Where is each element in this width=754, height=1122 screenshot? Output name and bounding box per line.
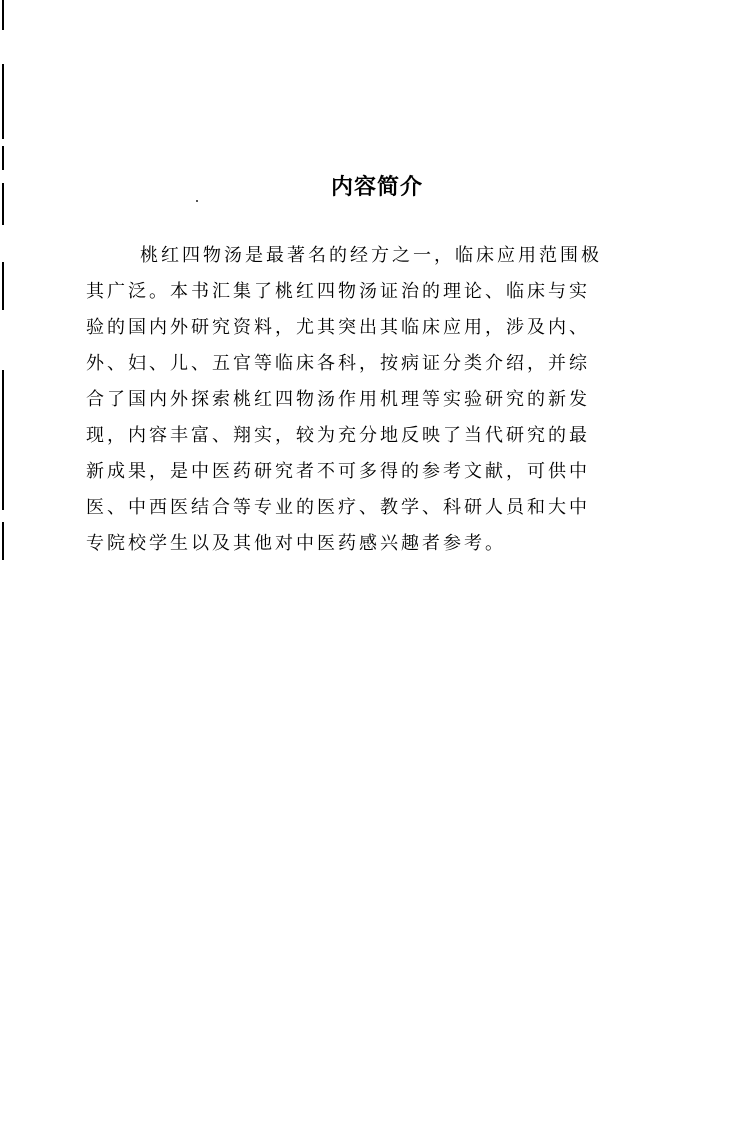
paragraph-line: 合了国内外探索桃红四物汤作用机理等实验研究的新发 [86,389,590,410]
paragraph-line: 新成果，是中医药研究者不可多得的参考文献，可供中 [86,461,590,482]
paragraph-line: 外、妇、儿、五官等临床各科，按病证分类介绍，并综 [86,353,590,374]
paragraph-line: 其广泛。本书汇集了桃红四物汤证治的理论、临床与实 [86,281,590,302]
paragraph-line: 医、中西医结合等专业的医疗、教学、科研人员和大中 [86,497,590,518]
paragraph-line: 验的国内外研究资料，尤其突出其临床应用，涉及内、 [86,317,590,338]
paragraph-line: 现，内容丰富、翔实，较为充分地反映了当代研究的最 [86,425,590,446]
paragraph-line: 专院校学生以及其他对中医药感兴趣者参考。 [86,533,506,554]
paragraph-line: 桃红四物汤是最著名的经方之一，临床应用范围极 [140,245,602,266]
scan-edge-mark [2,262,4,310]
scan-edge-mark [2,64,4,139]
scan-edge-mark [2,146,4,170]
scan-edge-mark [2,370,4,510]
scan-edge-mark [2,522,4,560]
intro-paragraph [86,238,668,562]
page-title: 内容简介 [330,175,423,200]
scan-edge-mark [2,0,4,30]
